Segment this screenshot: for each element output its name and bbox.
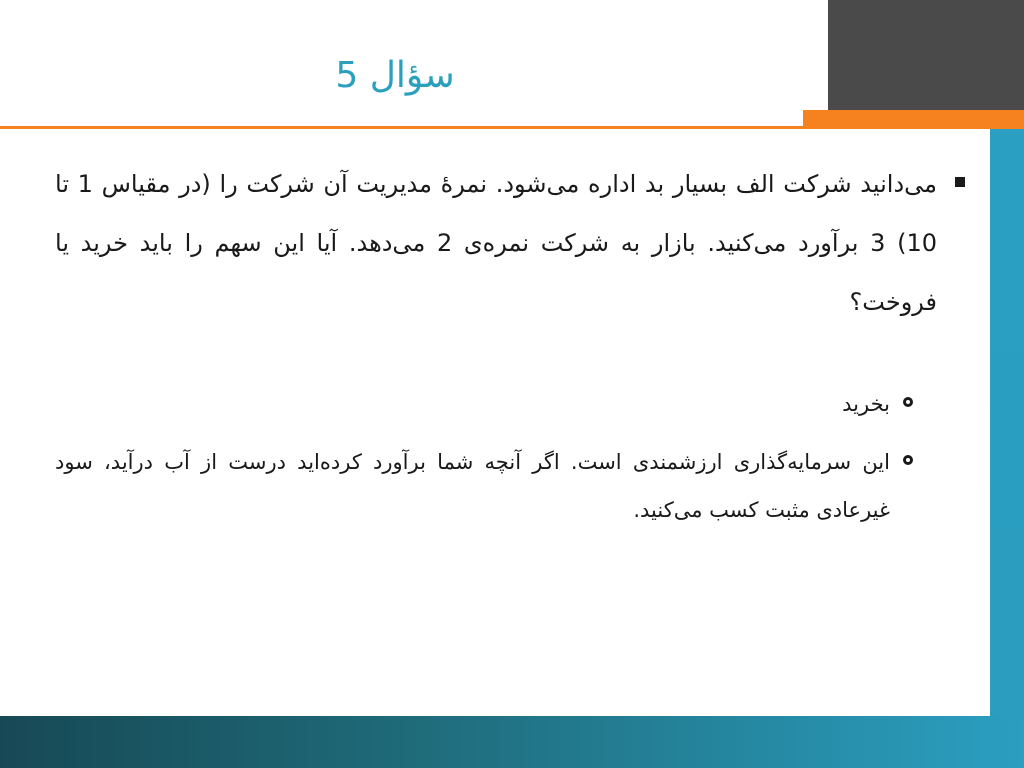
answer-bullet-1 (55, 380, 965, 428)
question-bullet (55, 155, 965, 332)
square-bullet-icon (955, 177, 965, 187)
answer-bullet-2 (55, 438, 965, 534)
orange-accent-block (803, 110, 1024, 127)
circle-bullet-icon (903, 455, 913, 465)
question-text: می‌دانید شرکت الف بسیار بد اداره می‌شود. نمرهٔ مدیریت آن شرکت را (در مقیاس 1 تا 10) 3 برآورد می‌کنید. بازار به شرکت نمره‌ی 2 می‌دهد. آیا این سهم را باید خرید یا فروخت؟ (55, 170, 938, 316)
slide-content (55, 155, 965, 544)
teal-side-bar (990, 129, 1024, 768)
answer-text-2: این سرمایه‌گذاری ارزشمندی است. اگر آنچه شما برآورد کرده‌اید درست از آب درآید، سود غیرعادی مثبت کسب می‌کنید. (55, 450, 890, 522)
answer-text-1: بخرید (842, 392, 890, 416)
corner-gray-block (828, 0, 1024, 110)
bottom-gradient-band (0, 716, 1024, 768)
orange-divider-line (0, 126, 1024, 129)
slide-title: سؤال 5 (335, 55, 455, 96)
circle-bullet-icon (903, 397, 913, 407)
